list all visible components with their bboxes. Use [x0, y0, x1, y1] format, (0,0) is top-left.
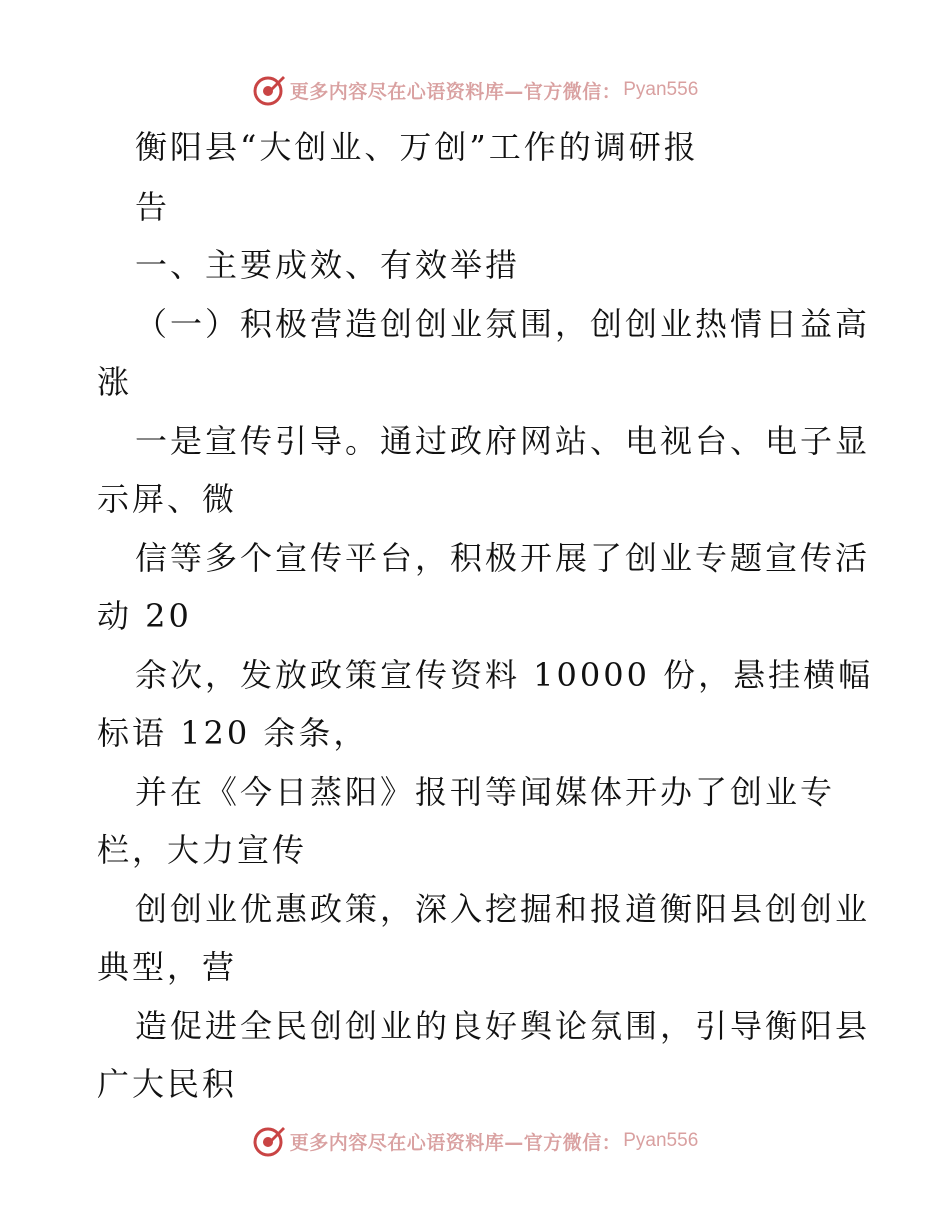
- footer-watermark: [0, 1121, 950, 1161]
- text-line: 并在《今日蒸阳》报刊等闻媒体开办了创业专: [135, 773, 836, 811]
- text-line: 栏，大力宣传: [97, 831, 308, 869]
- section-heading: 一、主要成效、有效举措: [135, 246, 521, 284]
- text-line: 涨: [97, 363, 133, 401]
- doc-title-line-1: 衡阳县“大创业、万创”工作的调研报: [135, 128, 699, 166]
- watermark-wechat-id: Pyan556: [623, 1130, 699, 1151]
- pen-logo-icon: [252, 73, 286, 107]
- text-line: 创创业优惠政策，深入挖掘和报道衡阳县创创业: [135, 890, 871, 928]
- text-line: 动 20: [97, 597, 192, 635]
- watermark-text: 更多内容尽在心语资料库—官方微信：: [289, 1131, 622, 1154]
- text-line: 示屏、微: [97, 480, 238, 518]
- watermark-text: 更多内容尽在心语资料库—官方微信：: [289, 80, 622, 103]
- text-line: 余次，发放政策宣传资料 10000 份，悬挂横幅: [135, 656, 874, 694]
- subsection-heading: （一）积极营造创创业氛围，创创业热情日益高: [135, 305, 871, 343]
- watermark-wechat-id: Pyan556: [623, 79, 699, 100]
- pen-logo-icon: [252, 1124, 286, 1158]
- header-watermark: [0, 70, 950, 110]
- doc-title-line-2: 告: [135, 188, 171, 226]
- text-line: 典型，营: [97, 948, 238, 986]
- text-line: 广大民积: [97, 1065, 238, 1103]
- text-line: 造促进全民创创业的良好舆论氛围，引导衡阳县: [135, 1007, 871, 1045]
- text-line: 标语 120 余条，: [97, 714, 369, 752]
- text-line: 一是宣传引导。通过政府网站、电视台、电子显: [135, 422, 871, 460]
- text-line: 信等多个宣传平台，积极开展了创业专题宣传活: [135, 539, 871, 577]
